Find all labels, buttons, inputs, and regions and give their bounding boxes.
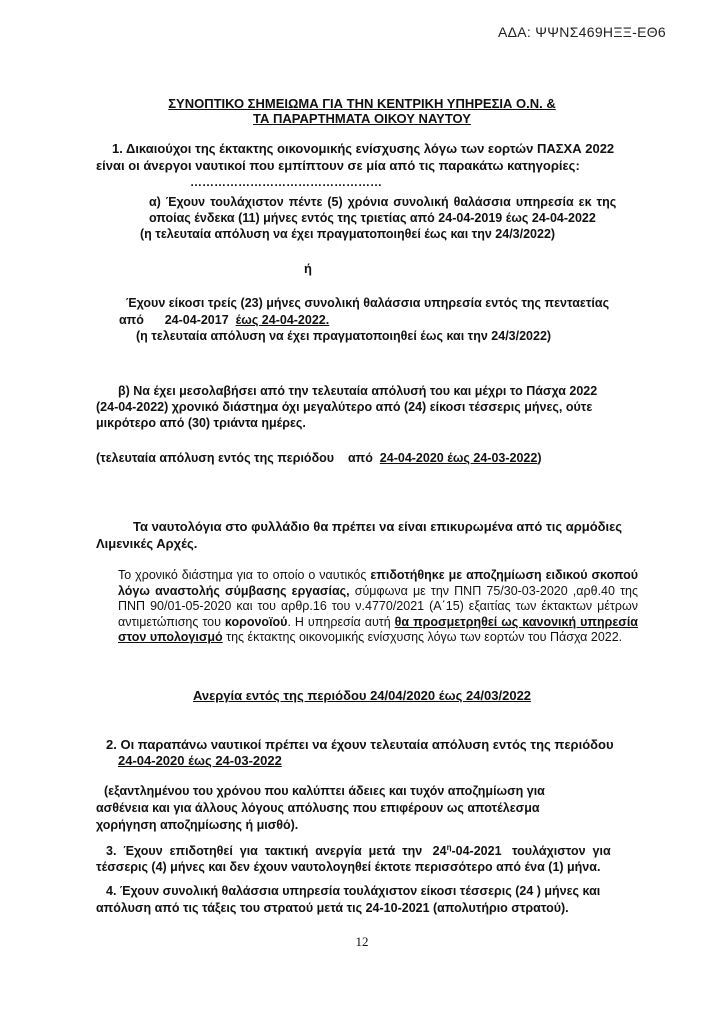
section2-note-line1: (εξαντλημένου του χρόνου που καλύπτει άδειες και τυχόν αποζημίωση για [104,784,545,798]
criterion-beta-line2: (24-04-2022) χρονικό διάστημα όχι μεγαλύτερο από (24) είκοσι τέσσερις μήνες, ούτε [96,400,593,414]
covid-paragraph [118,568,638,646]
section4-line1: 4. Έχουν συνολική θαλάσσια υπηρεσία τουλάχιστον είκοσι τέσσερις (24 ) μήνες και [106,884,601,898]
last-dismissal-period [96,451,542,465]
covid-text-2: σύμφωνα με την ΠΝΠ 75/30-03-2020 ,αρθ.40 της ΠΝΠ 90/01-05-2020 και του αρθρ.16 του ν.4770/2021 (Α΄15) εξαιτίας των έκτακτων μέτρων αντιμετώπισης του [118,583,638,629]
covid-text-coronavirus: κορονοϊού [224,614,288,629]
criterion-b-line3: (η τελευταία απόλυση να έχει πραγματοποιηθεί έως και την 24/3/2022) [136,329,552,343]
logbooks-line2: Λιμενικές Αρχές. [96,536,198,551]
covid-text-4: της έκτακτης οικονομικής ενίσχυσης λόγω των εορτών του Πάσχα 2022. [222,630,623,644]
or-separator: ή [304,261,312,276]
section3-pre: 3. Έχουν επιδοτηθεί για τακτική ανεργία μετά την 24 [106,844,447,859]
document-title-line1: ΣΥΝΟΠΤΙΚΟ ΣΗΜΕΙΩΜΑ ΓΙΑ ΤΗΝ ΚΕΝΤΡΙΚΗ ΥΠΗΡΕΣΙΑ Ο.Ν. & [168,96,556,111]
section1-line2: είναι οι άνεργοι ναυτικοί που εμπίπτουν σε μία από τις παρακάτω κατηγορίες: [96,158,580,173]
section3-line1 [106,843,611,858]
criterion-b-to: έως 24-04-2022. [235,313,330,327]
section2-period: 24-04-2020 έως 24-03-2022 [118,753,282,768]
ada-code: ΑΔΑ: ΨΨΝΣ469ΗΞΞ-ΕΘ6 [497,24,666,40]
section1-line1: 1. Δικαιούχοι της έκτακτης οικονομικής ενίσχυσης λόγω των εορτών ΠΑΣΧΑ 2022 [112,141,615,156]
section2-note-line2: ασθένεια και για άλλους λόγους απόλυσης που επιφέρουν ως αποτέλεσμα [96,801,540,815]
criterion-a-line1: α) Έχουν τουλάχιστον πέντε (5) χρόνια συνολική θαλάσσια υπηρεσία εκ της [149,195,617,209]
criterion-beta-line3: μικρότερο από (30) τριάντα ημέρες. [96,416,306,430]
period-suffix: ) [537,451,542,465]
section4-line2: απόλυση από τις τάξεις του στρατού μετά τις 24-10-2021 (απολυτήριο στρατού). [96,901,569,915]
covid-text-1: Το χρονικό διάστημα για το οποίο ο ναυτικός [118,568,371,582]
section3-line2: τέσσερις (4) μήνες και δεν έχουν ναυτολογηθεί έκτοτε περισσότερο από ένα (1) μήνα. [96,860,601,874]
document-title-line2: ΤΑ ΠΑΡΑΡΤΗΜΑΤΑ ΟΙΚΟΥ ΝΑΥΤΟΥ [253,111,471,126]
criterion-a-line3: (η τελευταία απόλυση να έχει πραγματοποιηθεί έως και την 24/3/2022) [140,227,556,241]
dotted-separator: ………………………………………… [190,175,382,189]
criterion-b-line2 [119,313,329,327]
covid-text-counted: θα προσμετρηθεί ως κανονική υπηρεσία στον υπολογισμό [118,614,638,644]
page-number: 12 [355,934,369,949]
section3-post: -04-2021 τουλάχιστον για [451,844,611,859]
criterion-a-line2: οποίας ένδεκα (11) μήνες εντός της τριετίας από 24-04-2019 έως 24-04-2022 [149,211,596,225]
criterion-b-line1: Έχουν είκοσι τρείς (23) μήνες συνολική θαλάσσια υπηρεσία εντός της πενταετίας [126,296,610,310]
unemployment-heading: Ανεργία εντός της περιόδου 24/04/2020 έως 24/03/2022 [192,688,532,703]
section2-note-line3: χορήγηση αποζημίωσης ή μισθό). [96,818,299,832]
period-prefix: (τελευταία απόλυση εντός της περιόδου από [96,451,380,465]
section2-line1: 2. Οι παραπάνω ναυτικοί πρέπει να έχουν τελευταία απόλυση εντός της περιόδου [106,737,614,752]
logbooks-line1: Τα ναυτολόγια στο φυλλάδιο θα πρέπει να είναι επικυρωμένα από τις αρμόδιες [133,519,623,534]
covid-text-subsidy: επιδοτήθηκε με αποζημίωση ειδικού σκοπού λόγω αναστολής σύμβασης εργασίας, [118,568,638,598]
period-dates: 24-04-2020 έως 24-03-2022 [379,451,538,465]
covid-text-3: . Η υπηρεσία αυτή [287,614,395,629]
criterion-beta-line1: β) Να έχει μεσολαβήσει από την τελευταία απόλυσή του και μέχρι το Πάσχα 2022 [118,384,598,398]
section3-sup: η [446,843,452,852]
criterion-b-from: από 24-04-2017 [119,313,236,327]
